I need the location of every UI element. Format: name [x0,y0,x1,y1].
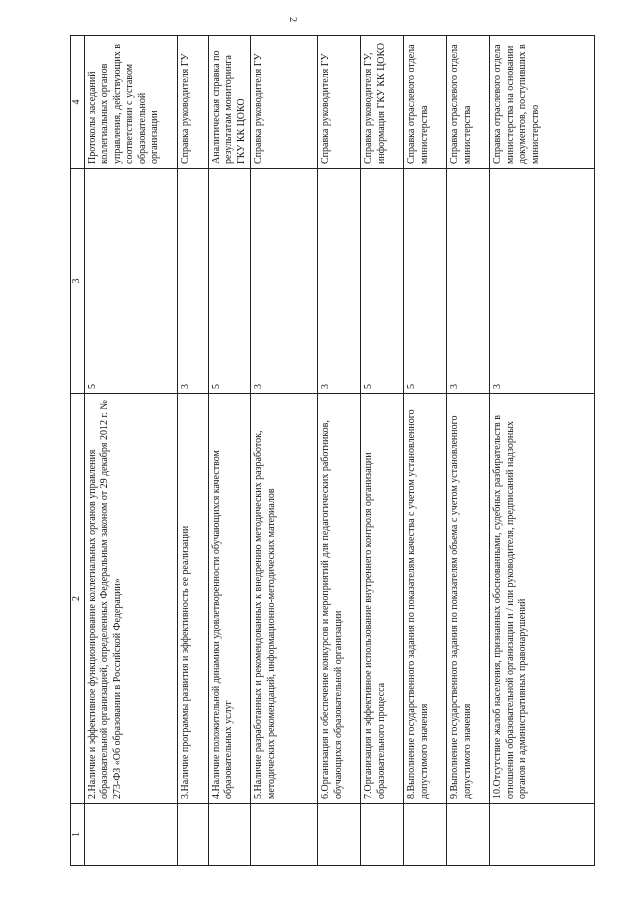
row-number [84,804,177,866]
table-row [404,36,447,866]
criterion-text: 9.Выполнение государственного задания по показателям объема с учетом установленного допустимого значения [447,394,490,804]
table-row [361,36,404,866]
rotated-page [70,36,560,866]
criterion-text: 6.Организация и обеспечение конкурсов и мероприятий для педагогических работников, обучающихся образовательной организации [318,394,361,804]
score-value: 3 [251,169,318,394]
table-row [490,36,595,866]
header-col-4: 4 [71,36,85,169]
row-number [361,804,404,866]
score-value: 5 [404,169,447,394]
criterion-text: 8.Выполнение государственного задания по показателям качества с учетом установленного допустимого значения [404,394,447,804]
criterion-text: 2.Наличие и эффективное функционирование коллегиальных органов управления образовательной организацией, определенных Федеральным законом от 29 декабря 2012 г. № 273-ФЗ «Об образовании в Российской Федерации» [84,394,177,804]
row-number [490,804,595,866]
source-document: Справка руководителя ГУ [177,36,208,169]
score-value: 3 [447,169,490,394]
page-number: 2 [287,17,298,22]
score-value: 5 [84,169,177,394]
table-row [318,36,361,866]
table-row [251,36,318,866]
source-document: Справка руководителя ГУ [318,36,361,169]
criterion-text: 5.Наличие разработанных и рекомендованных к внедрению методических разработок, методических рекомендаций, информационно-методических материалов [251,394,318,804]
row-number [447,804,490,866]
row-number [208,804,251,866]
table-row [84,36,177,866]
criterion-text: 7.Организация и эффективное использование внутреннего контроля организации образовательного процесса [361,394,404,804]
row-number [318,804,361,866]
source-document: Справка руководителя ГУ [251,36,318,169]
row-number [177,804,208,866]
row-number [404,804,447,866]
header-col-1: 1 [71,804,85,866]
source-document: Протоколы заседаний коллегиальных органов управления, действующих в соответствии с уставом образовательной организации [84,36,177,169]
criterion-text: 10.Отсутствие жалоб населения, признанных обоснованными, судебных разбирательств в отношении образовательной организации и / или руководителя, предписаний надзорных органов и административных правонарушений [490,394,595,804]
header-col-3: 3 [71,169,85,394]
score-value: 5 [208,169,251,394]
source-document: Аналитическая справка по результатам мониторинга ГКУ КК ЦОКО [208,36,251,169]
criterion-text: 3.Наличие программы развития и эффективность ее реализации [177,394,208,804]
source-document: Справка отраслевого отдела министерства на основании документов, поступивших в министерство [490,36,595,169]
source-document: Справка отраслевого отдела министерства [404,36,447,169]
score-value: 3 [177,169,208,394]
score-value: 5 [361,169,404,394]
score-value: 3 [318,169,361,394]
criteria-table [70,35,595,866]
table-row [177,36,208,866]
source-document: Справка отраслевого отдела министерства [447,36,490,169]
header-col-2: 2 [71,394,85,804]
table-header-row [71,36,85,866]
criterion-text: 4.Наличие положительной динамики удовлетворенности обучающихся качеством образовательных услуг [208,394,251,804]
row-number [251,804,318,866]
table-row [208,36,251,866]
source-document: Справка руководителя ГУ, информация ГКУ КК ЦОКО [361,36,404,169]
score-value: 3 [490,169,595,394]
table-row [447,36,490,866]
